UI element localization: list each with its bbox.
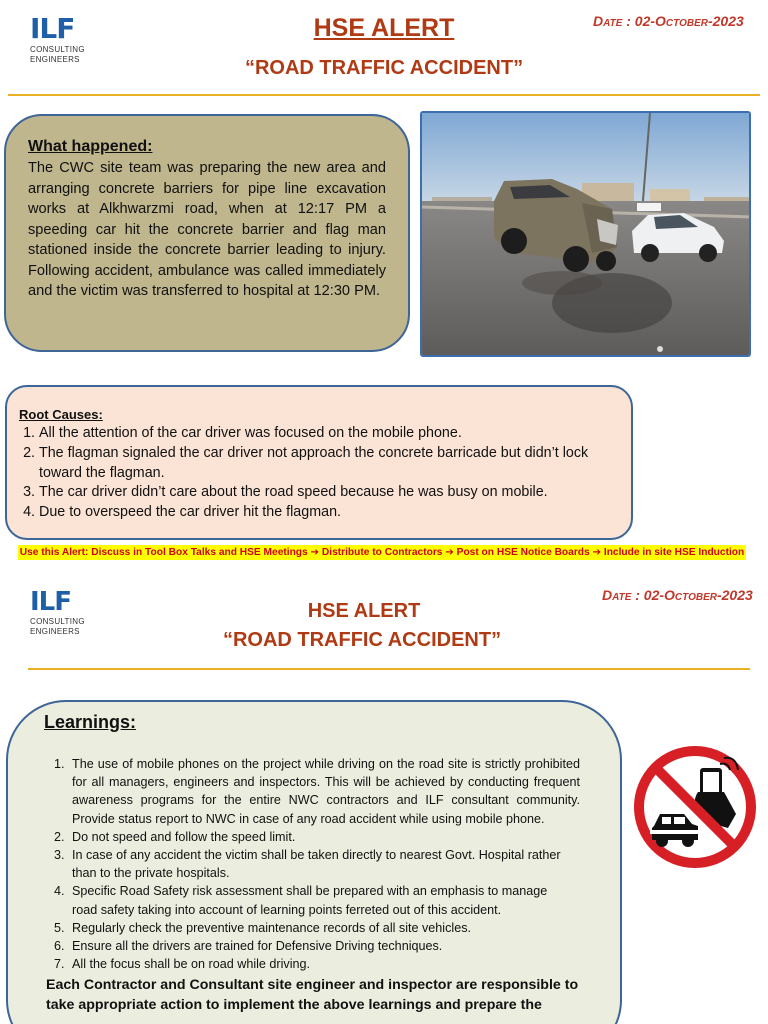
header-divider: [8, 94, 760, 96]
learning-item: 7. All the focus shall be on road while driving.: [68, 955, 594, 973]
what-happened-box: [4, 114, 410, 352]
header-divider-2: [28, 668, 750, 670]
alert-date: Date : 02-October-2023: [593, 13, 744, 29]
root-cause-item: 2. The flagman signaled the car driver not approach the concrete barricade but didn’t lock toward the flagman.: [39, 444, 617, 484]
no-phone-while-driving-icon: [632, 744, 758, 870]
accident-photo-image: [422, 113, 751, 357]
logo-line-consulting: CONSULTING: [30, 45, 85, 54]
learning-item: 4. Specific Road Safety risk assessment shall be prepared with an emphasis to manage road safety taking into account of learning points ferreted out of this accident.: [68, 882, 594, 918]
usage-banner: Use this Alert: Discuss in Tool Box Talks and HSE Meetings ➔ Distribute to Contractors ➔ Post on HSE Notice Boards ➔ Include in site HSE Induction: [19, 547, 745, 558]
accident-photo: [420, 111, 751, 357]
root-causes-heading: Root Causes:: [19, 407, 103, 422]
learnings-responsibility-text: Each Contractor and Consultant site engineer and inspector are responsible to take appropriate action to implement the above learnings and prepare the: [46, 977, 579, 1014]
logo-line-consulting: CONSULTING: [30, 617, 85, 626]
logo-line-engineers: ENGINEERS: [30, 627, 80, 636]
page-subtitle-2: “ROAD TRAFFIC ACCIDENT”: [222, 629, 502, 651]
what-happened-heading: What happened:: [28, 138, 153, 155]
learning-item: 6. Ensure all the drivers are trained for Defensive Driving techniques.: [68, 937, 594, 955]
learnings-list: [36, 755, 594, 973]
ilf-logo-mark: ILF: [30, 12, 75, 45]
root-causes-list: [19, 424, 617, 523]
page-subtitle: “ROAD TRAFFIC ACCIDENT”: [244, 57, 524, 79]
learning-item: 2. Do not speed and follow the speed limit.: [68, 828, 594, 846]
page-title-2: HSE ALERT: [307, 600, 421, 622]
alert-date-2: Date : 02-October-2023: [602, 587, 753, 603]
learnings-heading: Learnings:: [44, 712, 137, 732]
learnings-box: [6, 700, 622, 1024]
root-cause-item: 1. All the attention of the car driver was focused on the mobile phone.: [39, 424, 617, 444]
root-causes-box: [5, 385, 633, 540]
what-happened-text: The CWC site team was preparing the new area and arranging concrete barriers for pipe line excavation works at Alkhwarzmi road, when at 12:17 PM a speeding car hit the concrete barrier and flag man stationed inside the concrete barrier leading to injury. Following accident, ambulance was called immediately and the victim was transferred to hospital at 12:30 PM.: [28, 160, 386, 299]
learning-item: 3. In case of any accident the victim shall be taken directly to nearest Govt. Hospital rather than to the private hospitals.: [68, 846, 594, 882]
root-cause-item: 3. The car driver didn’t care about the road speed because he was busy on mobile.: [39, 483, 617, 503]
logo-line-engineers: ENGINEERS: [30, 55, 80, 64]
root-cause-item: 4. Due to overspeed the car driver hit the flagman.: [39, 503, 617, 523]
learning-item: 5. Regularly check the preventive maintenance records of all site vehicles.: [68, 919, 594, 937]
ilf-logo-mark: ILF: [30, 587, 72, 617]
page-title: HSE ALERT: [313, 14, 455, 42]
learning-item: 1. The use of mobile phones on the project while driving on the road site is strictly prohibited for all managers, engineers and inspectors. This will be achieved by conducting frequent awareness programs for the entire NWC contractors and ILF consultant community. Provide status report to NWC in case of any road accident while using mobile phone.: [68, 755, 594, 828]
